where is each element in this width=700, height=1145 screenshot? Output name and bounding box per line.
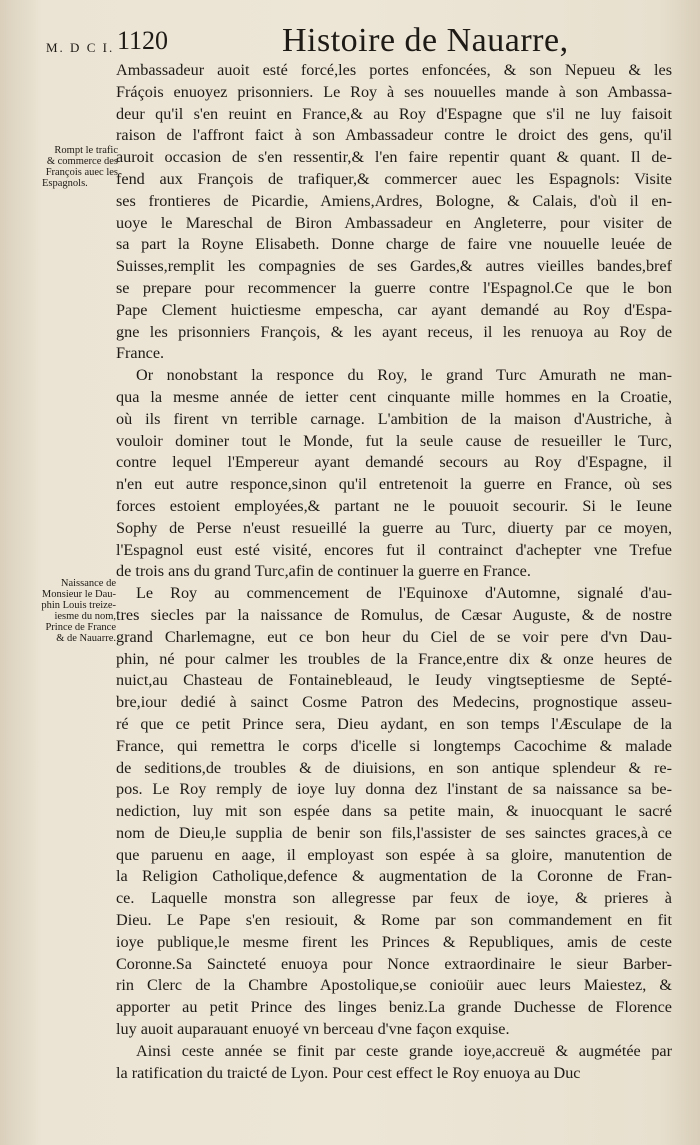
text-line: Or nonobstant la responce du Roy, le grand Turc Amurath ne man-: [136, 366, 672, 385]
text-line: nediction, luy mit son espée dans sa petite main, & inuocquant le sacré: [116, 802, 672, 821]
text-line: Dieu. Le Pape s'en resiouit, & Rome par son commandement en fit: [116, 911, 672, 930]
margin-note-line: phin Louis treize-: [41, 600, 116, 611]
page-number: 1120: [117, 26, 169, 55]
text-line: vouloir dominer tout le Monde, fut la seule cause de resueiller le Turc,: [116, 431, 672, 450]
text-line: forces estoient employées,& partant ne le pouuoit secourir. Si le Ieune: [116, 496, 672, 515]
text-line: auroit occasion de s'en ressentir,& l'en faire repentir quant & quant. Il de-: [116, 148, 672, 167]
text-line: de trois ans du grand Turc,afin de continuer la guerre en France.: [116, 562, 531, 581]
margin-note-line: François auec les: [45, 167, 118, 178]
text-line: deur qu'il s'en reuint en France,& au Roy d'Espagne que s'il ne luy faisoit: [116, 104, 672, 123]
text-line: que paruenu en aage, il employast son espée à sa gloire, manutention de: [116, 845, 672, 864]
text-line: ioye publique,le mesme firent les Princes & Republiques, amis de ceste: [116, 932, 672, 951]
text-line: Pape Clement huictiesme empescha, car ayant demandé au Roy d'Espa-: [116, 300, 672, 319]
text-line: France.: [116, 344, 165, 363]
text-line: Coronne.Sa Saincteté enuoya pour Nonce extraordinaire le sieur Barber-: [116, 954, 672, 973]
margin-note-line: & commerce des: [46, 156, 118, 167]
text-line: apporter au petit Prince des linges beniz.La grande Duchesse de Florence: [116, 998, 672, 1017]
margin-note-line: Prince de France: [45, 622, 116, 633]
running-header: [0, 18, 700, 62]
text-line: ses frontieres de Picardie, Amiens,Ardres, Bologne, & Calais, d'où il en-: [116, 191, 672, 210]
text-line: Le Roy au commencement de l'Equinoxe d'Automne, signalé d'au-: [136, 584, 672, 603]
text-line: l'Espagnol eust esté visité, encores fut il contrainct d'achepter vne Trefue: [116, 540, 672, 559]
text-line: la ratification du traicté de Lyon. Pour cest effect le Roy enuoya au Duc: [116, 1063, 581, 1082]
text-line: n'en eut autre responce,sinon qu'il entretenoit la guerre en France, où ses: [116, 475, 672, 494]
text-line: luy auoit auparauant enuoyé vn berceau d'vne façon exquise.: [116, 1020, 510, 1039]
text-line: rin Clerc de la Chambre Apostolique,se conioüir auec leurs Maiestez, &: [116, 976, 672, 995]
text-line: Ambassadeur auoit esté forcé,les portes enfoncées, & son Nepueu & les: [116, 61, 672, 79]
text-line: bre,iour dedié à sainct Cosme Patron des Medecins, prognostique asseu-: [116, 693, 672, 712]
margin-note-line: Naissance de: [60, 578, 116, 589]
text-line: contre lequel l'Empereur ayant demandé secours au Roy d'Espagne, il: [116, 453, 672, 472]
text-line: France, qui remettra le corps d'icelle si longtemps Cacochime & malade: [116, 736, 672, 755]
text-line: se prepare pour recommencer la guerre contre l'Espagnol.Ce que le bon: [116, 278, 672, 297]
text-line: Suisses,remplit les compagnies de ses Gardes,& autres vieilles bandes,bref: [116, 257, 672, 276]
text-line: qua la mesme année de ietter cent cinquante mille hommes en la Croatie,: [116, 387, 672, 406]
margin-note-line: iesme du nom,: [54, 611, 116, 622]
margin-note-line: Rompt le trafic: [54, 145, 118, 156]
text-line: nuict,au Chasteau de Fontainebleaud, le Ieudy vingtseptiesme de Septé-: [116, 671, 672, 690]
text-line: ré que ce petit Prince sera, Dieu aydant, en son temps l'Æsculape de la: [116, 714, 672, 733]
text-line: tres siecles par la naissance de Romulus, de Cæsar Auguste, & de nostre: [116, 605, 672, 624]
text-line: gne les prisonniers François, & les ayant receus, il les renuoya au Roy de: [116, 322, 672, 341]
margin-note-line: Monsieur le Dau-: [41, 589, 116, 600]
text-line: grand Charlemagne, eut ce bon heur du Ciel de se voir pere d'vn Dau-: [116, 627, 672, 646]
text-line: Ainsi ceste année se finit par ceste grande ioye,accreuë & augmétée par: [136, 1041, 672, 1060]
text-line: uoye le Mareschal de Biron Ambassadeur en Angleterre, pour visiter de: [116, 213, 672, 232]
text-line: Fráçois enuoyez prisonniers. Le Roy à ses nouuelles mande à son Ambassa-: [116, 82, 672, 101]
text-line: phin, né pour calmer les troubles de la France,entre dix & onze heures de: [116, 649, 672, 668]
text-line: où ils firent vn terrible carnage. L'ambition de la maison d'Austriche, à: [116, 409, 672, 428]
margin-note-trade: [28, 145, 118, 189]
margin-note-line: Espagnols.: [42, 178, 88, 189]
text-line: sa part la Royne Elisabeth. Donne charge de faire vne nouuelle leuée de: [116, 235, 672, 254]
margin-note-line: & de Nauarre.: [56, 633, 116, 644]
body-text: [116, 60, 672, 1084]
text-line: raison de l'affront faict à son Ambassadeur contre le droict des gens, qu'il: [116, 126, 672, 145]
text-line: la Religion Catholique,defence & augmentation de la Coronne de Fran-: [116, 867, 672, 886]
text-line: Sophy de Perse n'eust resueillé la guerre au Turc, diuerty par ce moyen,: [116, 518, 672, 537]
text-line: pos. Le Roy remply de ioye luy donna dez l'instant de sa naissance sa be-: [116, 780, 672, 799]
text-line: fend aux François de trafiquer,& commercer auec les Espagnols: Visite: [116, 169, 672, 188]
running-title: Histoire de Nauarre,: [282, 22, 569, 59]
text-line: de seditions,de troubles & de diuisions, en son antique splendeur & re-: [116, 758, 672, 777]
margin-note-dauphin: [26, 578, 116, 644]
text-line: nom de Dieu,le supplia de benir son fils,l'assister de ses sainctes graces,à ce: [116, 823, 672, 842]
text-line: ce. Laquelle monstra son allegresse par feux de ioye, & prieres à: [116, 889, 672, 908]
year-label: M. D C I.: [46, 40, 115, 55]
